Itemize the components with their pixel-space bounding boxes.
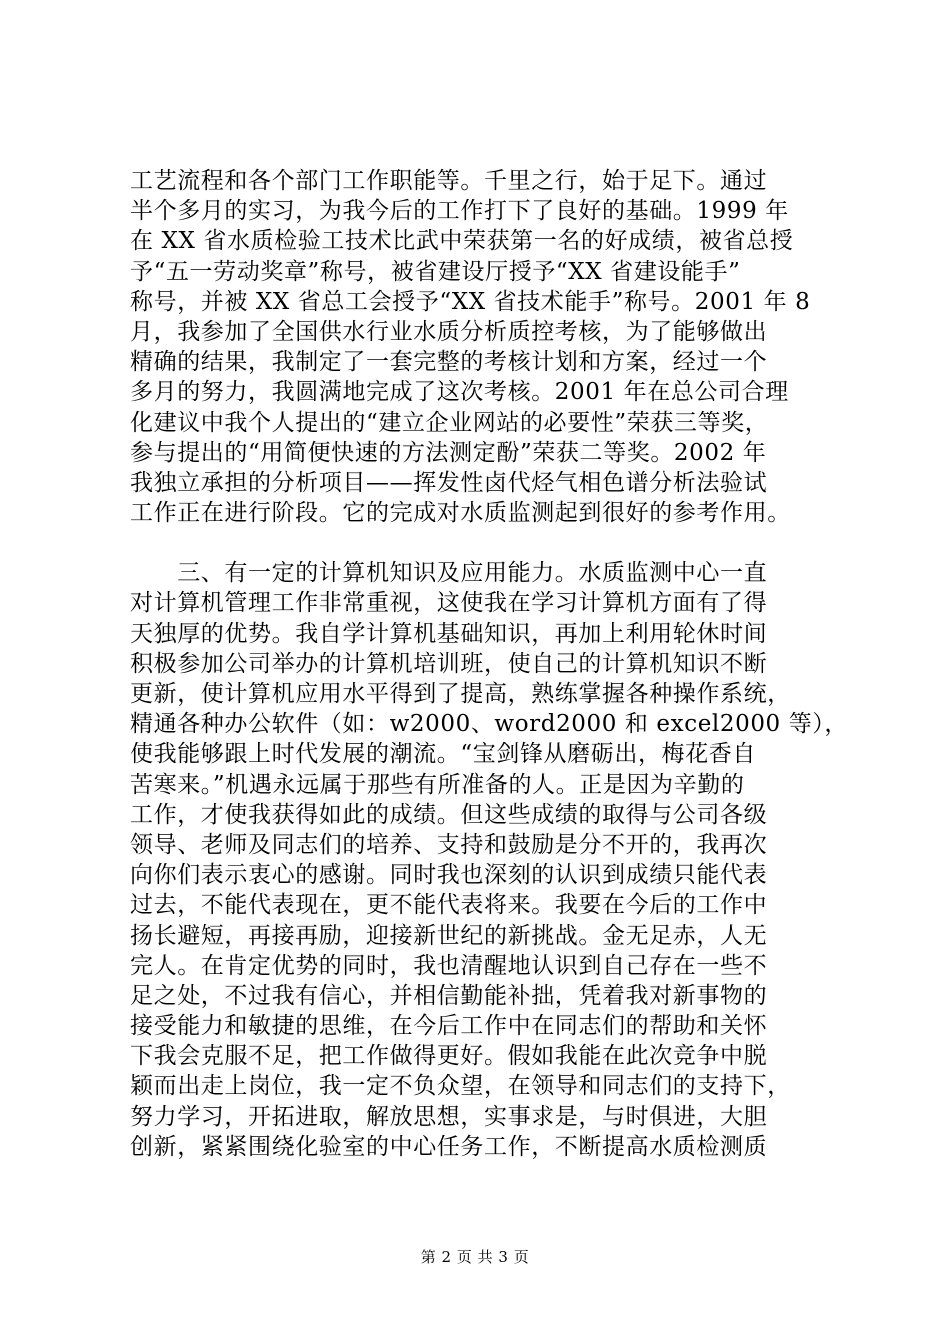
text-line: 称号，并被 XX 省总工会授予“XX 省技术能手”称号。2001 年 8 [130, 288, 811, 315]
text-line: 参与提出的“用简便快速的方法测定酚”荣获二等奖。2002 年 [130, 439, 767, 466]
text-line: 我独立承担的分析项目——挥发性卤代烃气相色谱分析法验试 [130, 469, 768, 496]
paragraph-2 [130, 558, 850, 1162]
text-line: 月，我参加了全国供水行业水质分析质控考核，为了能够做出 [130, 318, 768, 345]
text-line: 工艺流程和各个部门工作职能等。千里之行，始于足下。通过 [130, 168, 768, 194]
text-line: 颖而出走上岗位，我一定不负众望，在领导和同志们的支持下， [130, 1073, 791, 1100]
page-footer [0, 1247, 950, 1267]
text-line: 工作正在进行阶段。它的完成对水质监测起到很好的参考作用。 [130, 500, 791, 527]
text-line: 创新，紧紧围绕化验室的中心任务工作，不断提高水质检测质 [130, 1133, 768, 1160]
text-line: 苦寒来。”机遇永远属于那些有所准备的人。正是因为辛勤的 [130, 771, 745, 798]
text-line: 积极参加公司举办的计算机培训班，使自己的计算机知识不断 [130, 650, 768, 677]
text-line: 精通各种办公软件（如：w2000、word2000 和 excel2000 等）， [130, 711, 849, 738]
text-line: 领导、老师及同志们的培养、支持和鼓励是分不开的，我再次 [130, 831, 768, 858]
text-line: 三、有一定的计算机知识及应用能力。水质监测中心一直 [130, 560, 768, 587]
text-line: 在 XX 省水质检验工技术比武中荣获第一名的好成绩，被省总授 [130, 228, 794, 255]
text-line: 化建议中我个人提出的“建立企业网站的必要性”荣获三等奖， [130, 409, 769, 436]
text-line: 接受能力和敏捷的思维，在今后工作中在同志们的帮助和关怀 [130, 1013, 768, 1040]
document-body [130, 166, 850, 1162]
text-line: 扬长避短，再接再励，迎接新世纪的新挑战。金无足赤，人无 [130, 922, 768, 949]
text-line: 天独厚的优势。我自学计算机基础知识，再加上利用轮休时间 [130, 620, 768, 647]
text-line: 使我能够跟上时代发展的潮流。“宝剑锋从磨砺出，梅花香自 [130, 741, 756, 768]
paragraph-1 [130, 166, 850, 528]
text-line: 向你们表示衷心的感谢。同时我也深刻的认识到成绩只能代表 [130, 862, 768, 889]
text-line: 下我会克服不足，把工作做得更好。假如我能在此次竞争中脱 [130, 1043, 768, 1070]
text-line: 工作，才使我获得如此的成绩。但这些成绩的取得与公司各级 [130, 801, 768, 828]
text-line: 多月的努力，我圆满地完成了这次考核。2001 年在总公司合理 [130, 379, 789, 406]
text-line: 过去，不能代表现在，更不能代表将来。我要在今后的工作中 [130, 892, 768, 919]
text-line: 对计算机管理工作非常重视，这使我在学习计算机方面有了得 [130, 590, 768, 617]
text-line: 完人。在肯定优势的同时，我也清醒地认识到自己存在一些不 [130, 952, 768, 979]
page-number-label: 第 2 页 共 3 页 [420, 1248, 530, 1266]
paragraph-gap [130, 528, 850, 558]
text-line: 半个多月的实习，为我今后的工作打下了良好的基础。1999 年 [130, 198, 789, 225]
text-line: 更新，使计算机应用水平得到了提高，熟练掌握各种操作系统， [130, 681, 791, 707]
text-line: 予“五一劳动奖章”称号，被省建设厅授予“XX 省建设能手” [130, 258, 741, 285]
text-line: 努力学习，开拓进取，解放思想，实事求是，与时俱进，大胆 [130, 1103, 768, 1130]
text-line: 精确的结果，我制定了一套完整的考核计划和方案，经过一个 [130, 349, 768, 376]
text-line: 足之处，不过我有信心，并相信勤能补拙，凭着我对新事物的 [130, 982, 768, 1009]
